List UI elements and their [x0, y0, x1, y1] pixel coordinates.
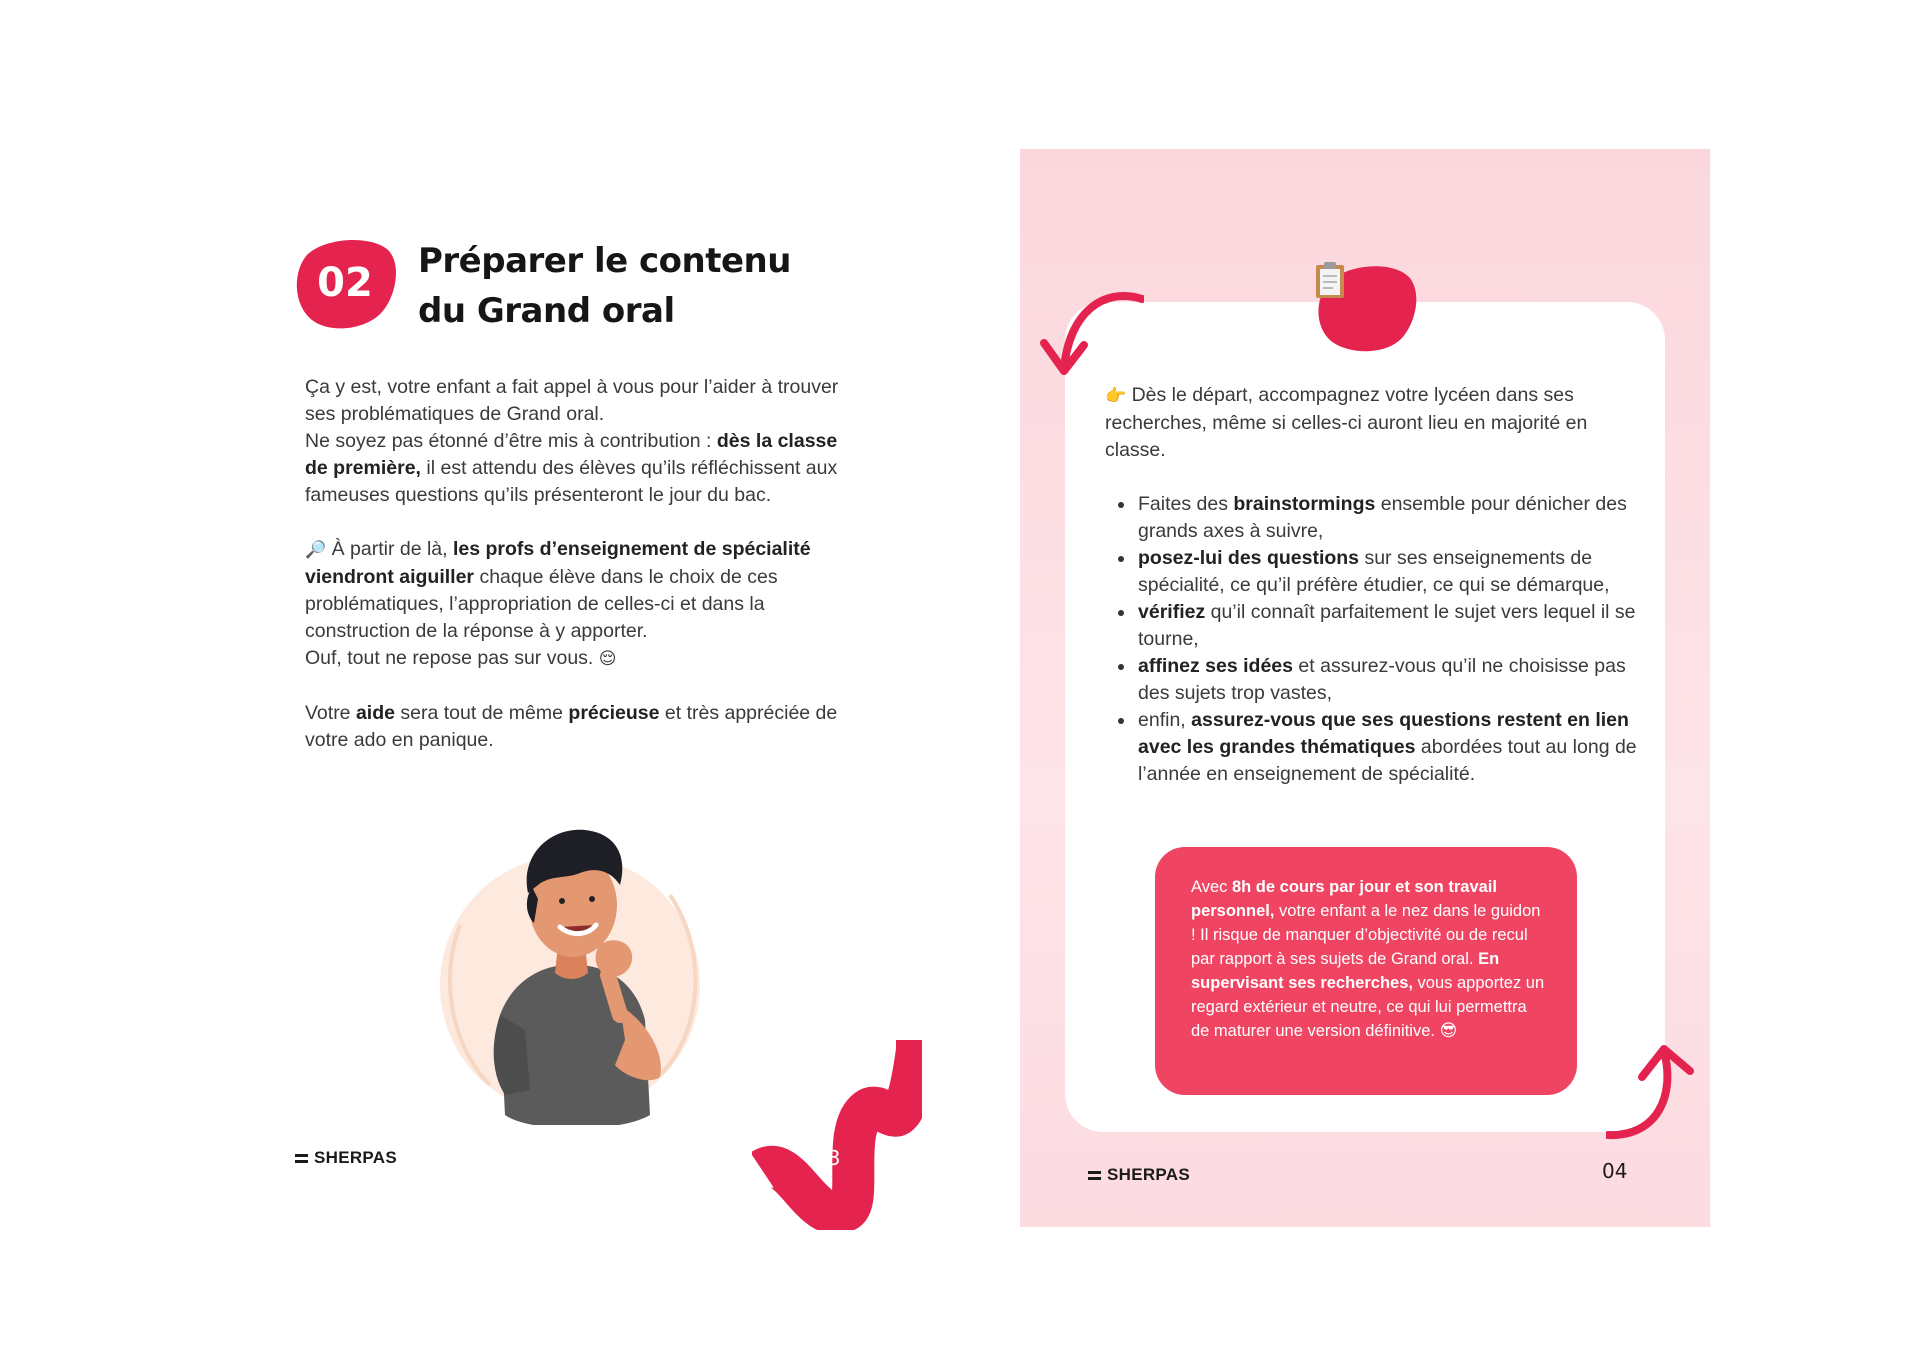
page-number: 03: [815, 1146, 841, 1170]
sunglasses-face-icon: 😎: [1439, 1021, 1458, 1041]
section-number: 02: [317, 260, 373, 306]
squiggle-decoration: [752, 1030, 922, 1230]
text: et assurez-vous qu’il ne choisisse pas des sujets trop vastes,: [1138, 655, 1626, 704]
text: Ouf, tout ne repose pas sur vous.: [305, 647, 599, 669]
card-body-text: [1105, 382, 1645, 788]
list-item: [1105, 491, 1645, 545]
menu-lines-icon: [295, 1154, 308, 1163]
text: Dès le départ, accompagnez votre lycéen dans ses recherches, même si celles-ci auront lieu en majorité en classe.: [1105, 384, 1588, 461]
sherpas-logo: [1088, 1165, 1190, 1185]
curved-arrow-up-icon: [1606, 1037, 1716, 1147]
text: chaque élève dans le choix de ces problématiques, l’appropriation de celles-ci et dans la construction de la réponse à y apporter.: [305, 566, 778, 642]
brand-name: SHERPAS: [314, 1148, 398, 1167]
bold-text: aide: [355, 702, 395, 724]
curved-arrow-down-icon: [1034, 277, 1144, 387]
list-item: [1105, 653, 1645, 707]
text: votre enfant a le nez dans le guidon ! Il risque de manquer d’objectivité ou de recul par rapport à ses sujets de Grand oral.: [1191, 902, 1541, 968]
section-number-badge: [292, 236, 398, 330]
bold-text: précieuse: [568, 702, 660, 724]
bold-text: brainstormings: [1233, 493, 1376, 515]
text: Ça y est, votre enfant a fait appel à vous pour l’aider à trouver ses problématiques de Grand oral.: [305, 376, 839, 425]
relieved-face-icon: 😌: [598, 649, 617, 669]
text: Ne soyez pas étonné d’être mis à contribution :: [305, 430, 717, 452]
bold-text: assurez-vous que ses questions restent en lien avec les grandes thématiques: [1138, 709, 1629, 758]
text: qu’il connaît parfaitement le sujet vers lequel il se tourne,: [1138, 601, 1636, 650]
text: vous apportez un regard extérieur et neutre, ce qui lui permettra de maturer une version définitive.: [1191, 974, 1545, 1040]
text: À partir de là,: [326, 538, 453, 560]
bold-text: les profs d’enseignement de spécialité viendront aiguiller: [305, 538, 811, 588]
bold-text: 8h de cours par jour et son travail personnel,: [1191, 878, 1497, 920]
clipboard-icon: [1315, 261, 1345, 299]
left-body-text: [305, 374, 850, 781]
menu-lines-icon: [1088, 1171, 1101, 1180]
text: Votre: [305, 702, 356, 724]
brand-name: SHERPAS: [1107, 1165, 1191, 1184]
page-number: 04: [1602, 1159, 1628, 1183]
thinking-man-illustration: [420, 815, 720, 1125]
bold-text: vérifiez: [1138, 601, 1206, 623]
text: sera tout de même: [394, 702, 569, 724]
text: sur ses enseignements de spécialité, ce qu’il préfère étudier, ce qui se démarque,: [1138, 547, 1610, 596]
pointing-hand-icon: 👉: [1105, 386, 1127, 406]
bold-text: affinez ses idées: [1138, 655, 1293, 677]
list-item: [1105, 707, 1645, 788]
list-item: [1105, 599, 1645, 653]
list-item: [1105, 545, 1645, 599]
text: et très appréciée de votre ado en panique.: [305, 702, 838, 751]
callout-box: [1155, 847, 1577, 1095]
text: ensemble pour dénicher des grands axes à suivre,: [1138, 493, 1627, 542]
text: enfin,: [1138, 709, 1192, 731]
bold-text: posez-lui des questions: [1138, 547, 1360, 569]
card-intro: [1105, 382, 1645, 464]
text: Faites des: [1138, 493, 1234, 515]
paragraph-help: [305, 700, 850, 754]
paragraph-teachers: [305, 536, 850, 673]
clipboard-badge: [1315, 261, 1419, 353]
text: abordées tout au long de l’année en enseignement de spécialité.: [1138, 736, 1637, 785]
advice-list: [1105, 491, 1645, 788]
right-page: [1020, 149, 1710, 1227]
text: il est attendu des élèves qu’ils réfléchissent aux fameuses questions qu’ils présenteront le jour du bac.: [305, 457, 838, 506]
text: Avec: [1191, 878, 1232, 896]
page-title: Préparer le contenu du Grand oral: [418, 241, 791, 331]
paragraph-intro: [305, 374, 850, 509]
bold-text: En supervisant ses recherches,: [1191, 950, 1500, 992]
bold-text: dès la classe de première,: [305, 430, 838, 479]
sherpas-logo: [295, 1148, 397, 1168]
magnifier-icon: 🔎: [305, 540, 327, 560]
